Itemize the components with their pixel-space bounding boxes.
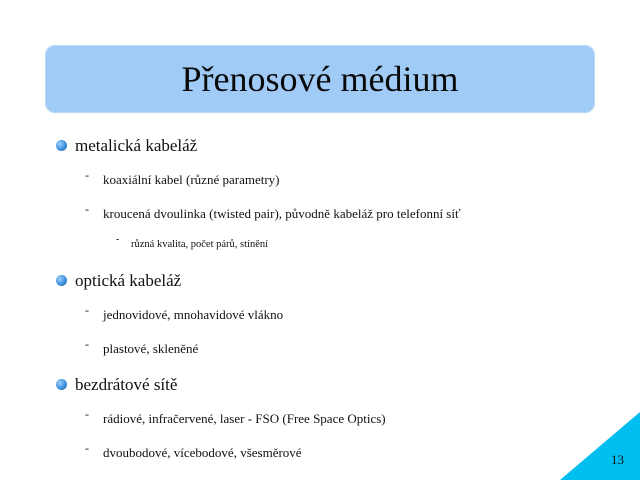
sub-bullet-item [85, 202, 461, 222]
corner-triangle [560, 412, 640, 480]
sub-bullet-item [85, 168, 280, 188]
sub-bullet-item [85, 303, 284, 323]
bullet-text: metalická kabeláž [75, 136, 198, 155]
sub-bullet-text: jednovidové, mnohavidové vlákno [103, 307, 284, 322]
bullet-text: optická kabeláž [75, 271, 182, 290]
page-number: 13 [611, 452, 624, 467]
dash-icon: - [85, 337, 89, 351]
bullet-dot-icon [56, 379, 67, 390]
sub-bullet-text: dvoubodové, vícebodové, všesměrové [103, 445, 302, 460]
bullet-dot-icon [56, 140, 67, 151]
sub-bullet-text: rádiové, infračervené, laser - FSO (Free Space Optics) [103, 411, 386, 426]
dash-icon: - [85, 168, 89, 182]
bullet-text: bezdrátové sítě [75, 375, 178, 394]
sub-bullet-text: plastové, skleněné [103, 341, 199, 356]
dash-icon: - [85, 303, 89, 317]
title-box [45, 45, 595, 113]
sub-bullet-item [85, 337, 199, 357]
dash-icon: - [116, 234, 120, 245]
bullet-item [75, 375, 177, 395]
bullet-dot-icon [56, 275, 67, 286]
bullet-item [75, 271, 181, 291]
sub-bullet-text: koaxiální kabel (různé parametry) [103, 172, 280, 187]
bullet-item [75, 136, 197, 156]
sub-bullet-item [85, 441, 302, 461]
dash-icon: - [85, 202, 89, 216]
sub-sub-bullet-item [116, 234, 269, 252]
sub-bullet-item [85, 407, 386, 427]
dash-icon: - [85, 441, 89, 455]
sub-sub-bullet-text: různá kvalita, počet párů, stínění [131, 239, 269, 250]
dash-icon: - [85, 407, 89, 421]
slide-title: Přenosové médium [181, 59, 459, 99]
sub-bullet-text: kroucená dvoulinka (twisted pair), původně kabeláž pro telefonní síť [103, 206, 461, 221]
